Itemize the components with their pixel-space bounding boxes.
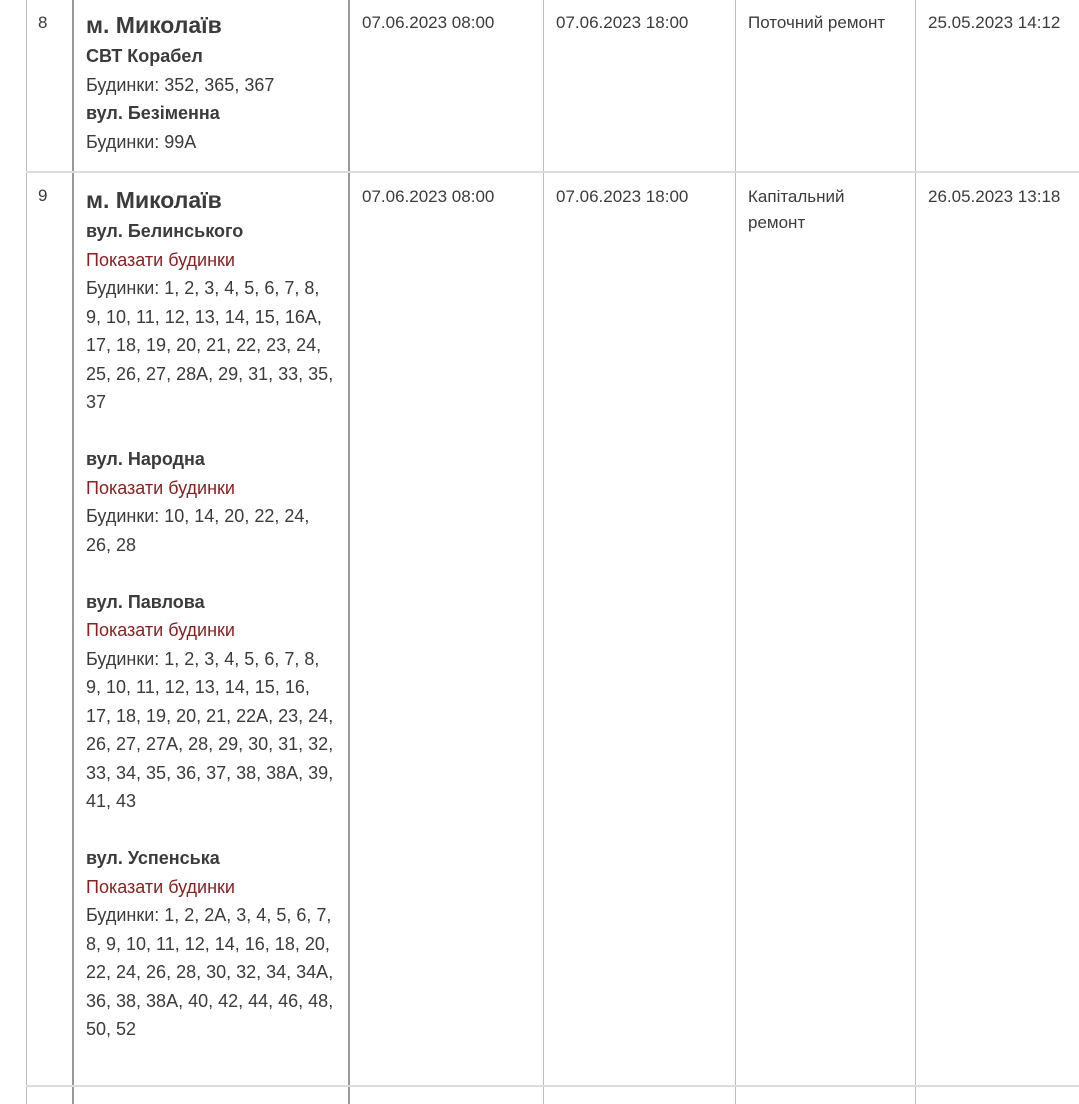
row-number: 8 (38, 13, 48, 32)
start-datetime: 07.06.2023 08:00 (362, 187, 495, 206)
street-name: вул. Безіменна (86, 103, 220, 123)
show-houses-link[interactable]: Показати будинки (86, 620, 235, 640)
end-datetime: 07.06.2023 18:00 (556, 13, 689, 32)
created-datetime: 26.05.2023 13:18 (928, 187, 1061, 206)
houses-list: Будинки: 352, 365, 367 (86, 74, 275, 95)
street-name: вул. Павлова (86, 591, 205, 612)
created-datetime: 25.05.2023 14:12 (928, 13, 1061, 32)
address-cell (86, 185, 338, 1044)
spacer (86, 816, 338, 845)
street-name: вул. Народна (86, 449, 205, 469)
street-name: вул. Белинського (86, 221, 244, 241)
table-border-left (26, 0, 27, 1104)
city-name: м. Миколаїв (86, 12, 222, 38)
houses-list: Будинки: 1, 2, 2А, 3, 4, 5, 6, 7, 8, 9, 10, 11, 12, 14, 16, 18, 20, 22, 24, 26, 28, 30, 32, 34, 34А, 36, 38, 38А, 40, 42, 44, 46, 48, 50, 52 (86, 905, 334, 1039)
show-houses-link[interactable]: Показати будинки (86, 477, 235, 498)
end-datetime: 07.06.2023 18:00 (556, 187, 689, 206)
show-houses-link[interactable]: Показати будинки (86, 249, 235, 270)
spacer (86, 559, 338, 588)
houses-list: Будинки: 1, 2, 3, 4, 5, 6, 7, 8, 9, 10, 11, 12, 13, 14, 15, 16, 17, 18, 19, 20, 21, 22А, 23, 24, 26, 27, 27А, 28, 29, 30, 31, 32, 33, 34, 35, 36, 37, 38, 38А, 39, 41, 43 (86, 648, 334, 811)
row-number: 9 (38, 186, 48, 205)
houses-list: Будинки: 99А (86, 131, 197, 152)
houses-list: Будинки: 10, 14, 20, 22, 24, 26, 28 (86, 506, 310, 555)
houses-list: Будинки: 1, 2, 3, 4, 5, 6, 7, 8, 9, 10, 11, 12, 13, 14, 15, 16А, 17, 18, 19, 20, 21, 22, 23, 24, 25, 26, 27, 28А, 29, 31, 33, 35, 37 (86, 278, 334, 412)
outage-type: Капітальний ремонт (748, 187, 845, 232)
address-cell (86, 10, 341, 156)
street-name: вул. Успенська (86, 848, 220, 868)
spacer (86, 417, 338, 446)
street-name: СВТ Корабел (86, 46, 203, 66)
column-divider (915, 0, 916, 1104)
outage-type: Поточний ремонт (748, 13, 886, 32)
city-name: м. Миколаїв (86, 187, 222, 213)
start-datetime: 07.06.2023 08:00 (362, 13, 495, 32)
column-divider (72, 0, 74, 1104)
column-divider (348, 0, 350, 1104)
show-houses-link[interactable]: Показати будинки (86, 876, 235, 897)
row-divider (26, 1085, 1079, 1087)
column-divider (735, 0, 736, 1104)
row-divider (26, 171, 1079, 173)
column-divider (543, 0, 544, 1104)
